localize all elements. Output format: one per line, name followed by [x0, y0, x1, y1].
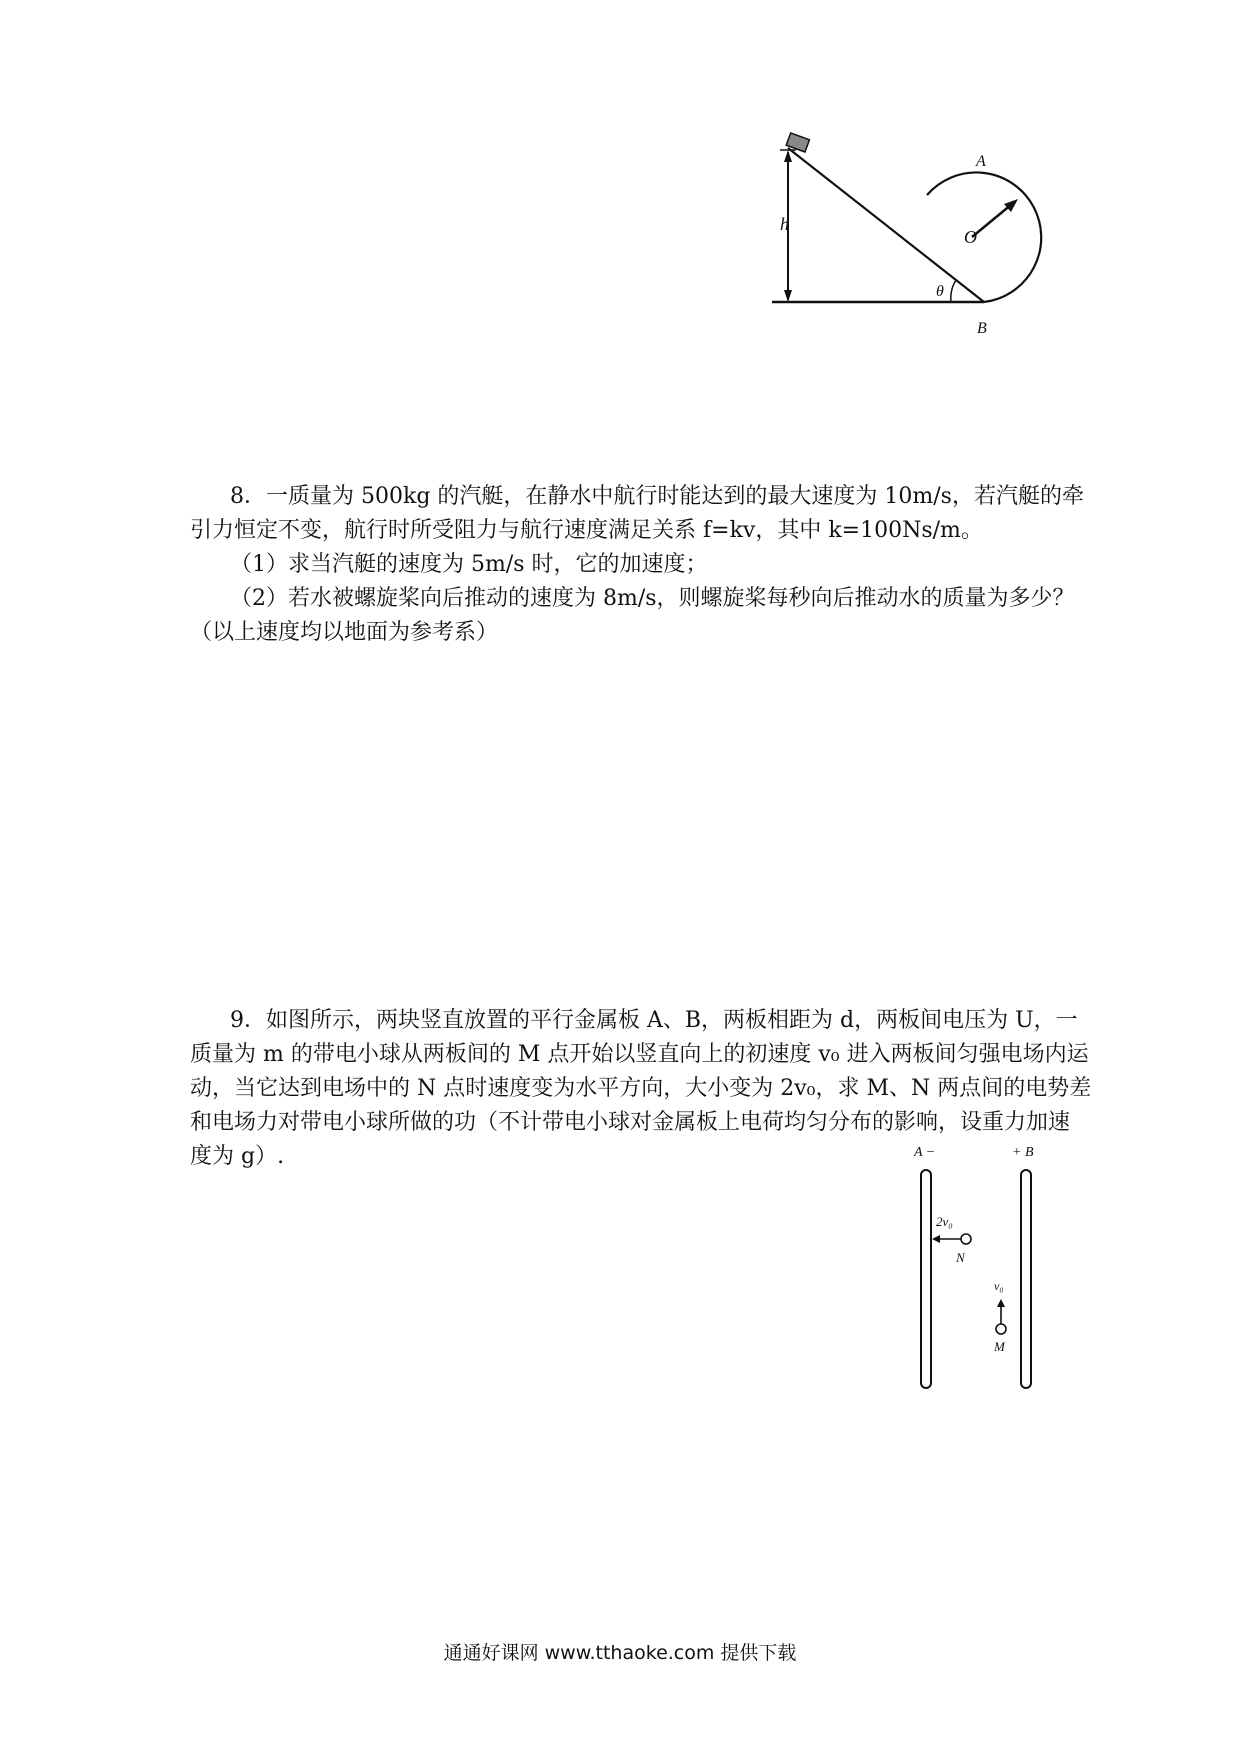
angle-label: θ [936, 283, 944, 300]
point-n-label: N [956, 1250, 965, 1265]
parallel-plates-figure [900, 1138, 1050, 1398]
height-label: h [780, 214, 789, 234]
plate-a-label: A − [914, 1145, 936, 1160]
center-label: O [964, 227, 977, 247]
question-9-line-3: 动，当它达到电场中的 N 点时速度变为水平方向，大小变为 2v₀，求 M、N 两点间的电势差 [190, 1076, 1092, 1101]
question-8-part-2: （2）若水被螺旋桨向后推动的速度为 8m/s，则螺旋桨每秒向后推动水的质量为多少？ [230, 586, 1075, 611]
question-9-line-1: 9．如图所示，两块竖直放置的平行金属板 A、B，两板相距为 d，两板间电压为 U，一 [230, 1008, 1078, 1033]
question-8-line-1: 8．一质量为 500kg 的汽艇，在静水中航行时能达到的最大速度为 10m/s，若汽艇的牵 [230, 484, 1084, 509]
question-8 [190, 480, 1084, 650]
question-9-line-2: 质量为 m 的带电小球从两板间的 M 点开始以竖直向上的初速度 v₀ 进入两板间匀强电场内运 [190, 1042, 1089, 1067]
point-b-label: B [977, 320, 987, 337]
question-8-note: （以上速度均以地面为参考系） [190, 620, 499, 645]
question-9-line-5: 度为 g）. [190, 1144, 285, 1169]
page-footer: 通通好课网 www.tthaoke.com 提供下载 [443, 1642, 797, 1664]
plate-b-label: + B [1012, 1145, 1034, 1160]
velocity-2v0-label: 2v₀ [936, 1214, 953, 1229]
question-8-line-2: 引力恒定不变，航行时所受阻力与航行速度满足关系 f=kv，其中 k=100Ns/m。 [190, 518, 983, 543]
velocity-v0-label: v₀ [994, 1279, 1004, 1293]
point-a-label: A [976, 153, 986, 170]
incline-loop-figure [760, 130, 1080, 350]
question-8-part-1: （1）求当汽艇的速度为 5m/s 时，它的加速度； [230, 552, 708, 577]
point-m-label: M [994, 1339, 1005, 1354]
question-9-line-4: 和电场力对带电小球所做的功（不计带电小球对金属板上电荷均匀分布的影响，设重力加速 [190, 1110, 1071, 1135]
